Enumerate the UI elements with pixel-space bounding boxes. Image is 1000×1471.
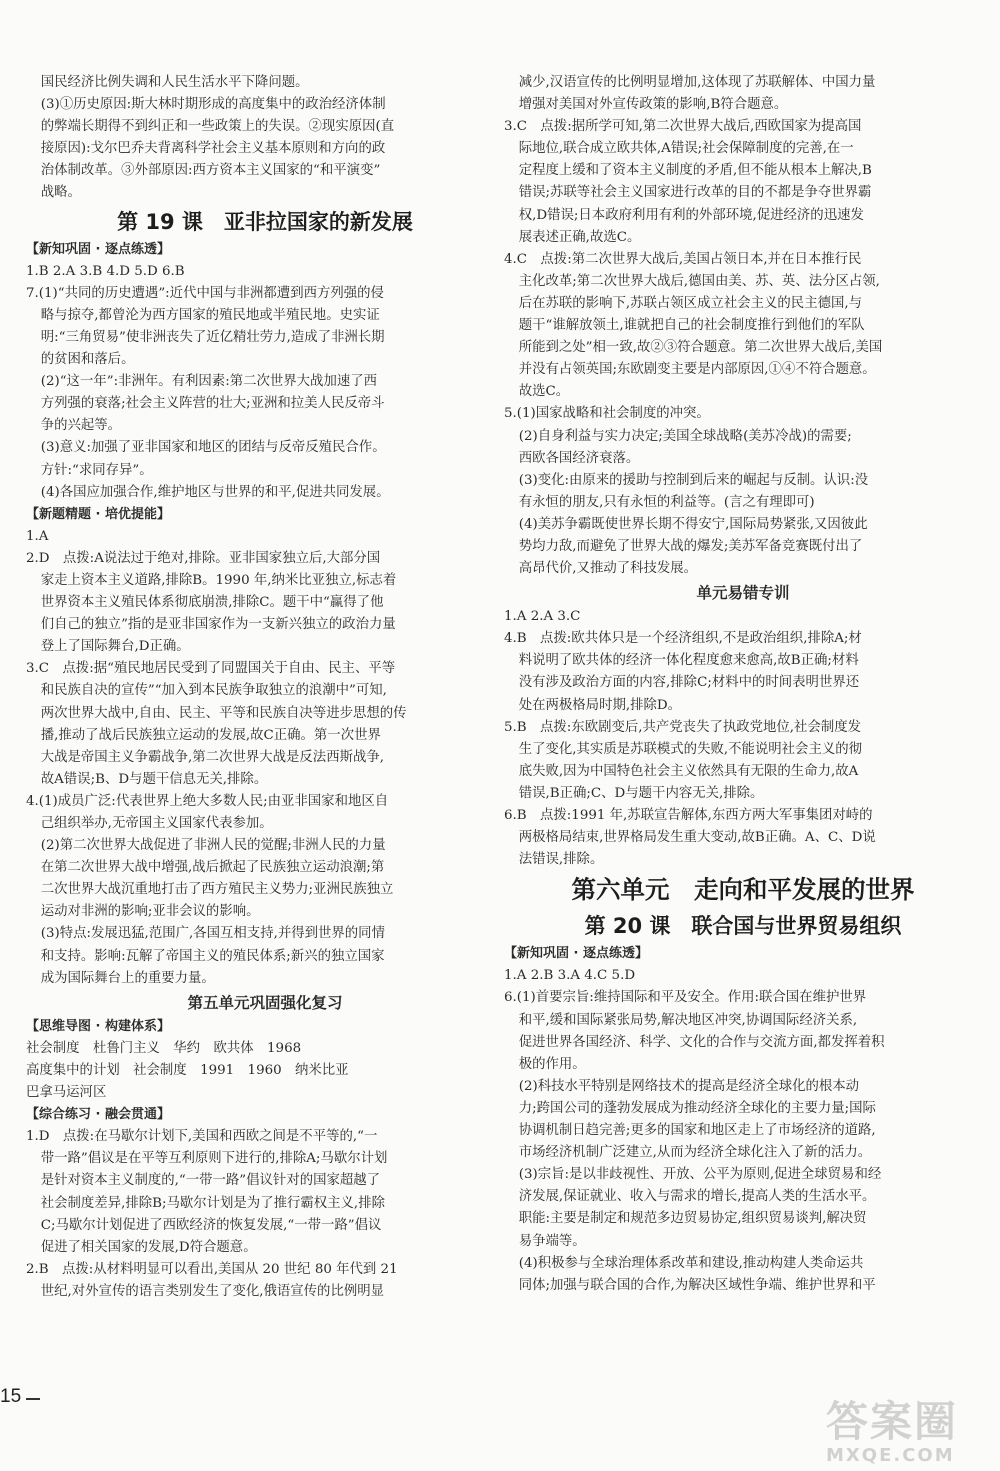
text-line: 二次世界大战沉重地打击了西方殖民主义势力;亚洲民族独立 [40, 882, 394, 898]
section-label: 【新知巩固 · 逐点练透】 [504, 946, 648, 962]
text-line: 1.A 2.A 3.C [504, 609, 581, 625]
text-line: 1.B 2.A 3.B 4.D 5.D 6.B [26, 263, 185, 279]
text-line: 社会制度差异,排除B;马歇尔计划是为了推行霸权主义,排除 [40, 1195, 385, 1211]
text-line: 定程度上缓和了资本主义制度的矛盾,但不能从根本上解决,B [518, 163, 872, 179]
text-line: (3)特点:发展迅猛,范围广,各国互相支持,并得到世界的同情 [40, 926, 385, 942]
section-label: 【新知巩固 · 逐点练透】 [26, 241, 170, 257]
text-line: (2)科技水平特别是网络技术的提高是经济全球化的根本动 [518, 1078, 860, 1094]
text-line: 两极格局结束,世界格局发生重大变动,故B正确。A、C、D说 [518, 830, 876, 846]
text-line: 市场经济机制广泛建立,从而为经济全球化注入了新的活力。 [518, 1145, 872, 1161]
text-line: (4)美苏争霸既使世界长期不得安宁,国际局势紧张,又因彼此 [518, 516, 868, 532]
text-line: 易争端等。 [518, 1233, 586, 1249]
text-line: 1.A [26, 528, 49, 544]
text-line: 并没有占领英国;东欧剧变主要是内部原因,①④不符合题意。 [518, 362, 876, 378]
text-line: 势均力敌,而避免了世界大战的爆发;美苏军备竞赛既付出了 [518, 538, 863, 554]
text-line: (2)“这一年”:非洲年。有利因素:第二次世界大战加速了西 [40, 374, 378, 390]
text-line: 故A错误;B、D与题干信息无关,排除。 [40, 771, 268, 787]
text-line: 同体;加强与联合国的合作,为解决区域性争端、维护世界和平 [518, 1277, 876, 1293]
text-line: 力;跨国公司的蓬勃发展成为推动经济全球化的主要力量;国际 [518, 1100, 876, 1116]
text-line: 际地位,联合成立欧共体,A错误;社会保障制度的完善,在一 [518, 141, 854, 157]
text-line: 减少,汉语宣传的比例明显增加,这体现了苏联解体、中国力量 [518, 75, 876, 90]
text-line: 世界资本主义殖民体系彻底崩溃,排除C。题干中“赢得了他 [40, 595, 384, 611]
text-line: 济发展,保证就业、收入与需求的增长,提高人类的生活水平。 [518, 1189, 876, 1205]
text-line: 大战是帝国主义争霸战争,第二次世界大战是反法西斯战争, [40, 749, 385, 765]
text-line: 国民经济比例失调和人民生活水平下降问题。 [40, 75, 309, 90]
text-line: 4.(1)成员广泛:代表世界上绝大多数人民;由亚非国家和地区自 [26, 793, 389, 809]
section-title: 单元易错专训 [696, 584, 790, 603]
text-line: 争的兴起等。 [40, 418, 122, 434]
text-line: 4.C 点拨:第二次世界大战后,美国占领日本,并在日本推行民 [504, 251, 862, 267]
text-line: 成为国际舞台上的重要力量。 [40, 970, 215, 986]
text-line: 题干“谁解放领土,谁就把自己的社会制度推行到他们的军队 [518, 318, 865, 334]
text-line: 没有涉及政治方面的内容,排除C;材料中的时间表明世界还 [518, 675, 860, 691]
text-line: 极的作用。 [518, 1056, 586, 1072]
text-line: 巴拿马运河区 [26, 1085, 107, 1101]
section-label: 【综合练习 · 融会贯通】 [26, 1107, 170, 1123]
text-line: 5.(1)国家战略和社会制度的冲突。 [504, 406, 710, 422]
section-title: 第五单元巩固强化复习 [187, 993, 343, 1012]
text-line: 故选C。 [518, 384, 570, 400]
text-line: (2)第二次世界大战促进了非洲人民的觉醒;非洲人民的力量 [40, 838, 386, 854]
text-line: 权,D错误;日本政府利用有利的外部环境,促进经济的迅速发 [518, 207, 864, 223]
text-line: 和民族自决的宣传”“加入到本民族争取独立的浪潮中”可知, [40, 683, 387, 699]
text-line: 增强对美国对外宣传政策的影响,B符合题意。 [518, 97, 788, 113]
right-column [504, 72, 982, 1297]
text-line: 登上了国际舞台,D正确。 [40, 639, 190, 655]
text-line: 4.B 点拨:欧共体只是一个经济组织,不是政治组织,排除A;材 [504, 631, 862, 647]
text-line: 的弊端长期得不到纠正和一些政策上的失误。②现实原因(直 [40, 119, 395, 135]
text-line: 西欧各国经济衰落。 [518, 450, 640, 466]
left-column [26, 72, 504, 1303]
text-line: C;马歇尔计划促进了西欧经济的恢复发展,“一带一路”倡议 [40, 1217, 382, 1233]
text-line: 1.A 2.B 3.A 4.C 5.D [504, 968, 636, 984]
text-line: 有永恒的朋友,只有永恒的利益等。(言之有理即可) [518, 494, 815, 510]
text-line: (2)自身利益与实力决定;美国全球战略(美苏冷战)的需要; [518, 428, 852, 444]
text-line: (3)宗旨:是以非歧视性、开放、公平为原则,促进全球贸易和经 [518, 1167, 882, 1183]
text-line: 1.D 点拨:在马歇尔计划下,美国和西欧之间是不平等的,“一 [26, 1129, 378, 1145]
text-line: 高度集中的计划 社会制度 1991 1960 纳米比亚 [26, 1062, 349, 1078]
text-line: 的贫困和落后。 [40, 352, 135, 368]
text-line: 带一路”倡议是在平等互利原则下进行的,排除A;马歇尔计划 [40, 1151, 388, 1167]
text-line: 们自己的独立”指的是亚非国家作为一支新兴独立的政治力量 [40, 617, 396, 633]
text-line: 法错误,排除。 [518, 852, 604, 868]
page-number: 15 [0, 1386, 22, 1407]
section-label: 【思维导图 · 构建体系】 [26, 1018, 170, 1034]
text-line: 战略。 [40, 185, 81, 201]
text-line: 社会制度 杜鲁门主义 华约 欧共体 1968 [26, 1040, 302, 1056]
text-line: 2.D 点拨:A说法过于绝对,排除。亚非国家独立后,大部分国 [26, 550, 381, 566]
watermark-logo [826, 1398, 976, 1468]
text-line: 6.(1)首要宗旨:维持国际和平及安全。作用:联合国在维护世界 [504, 990, 867, 1006]
text-line: 后在苏联的影响下,苏联占领区成立社会主义的民主德国,与 [518, 295, 863, 311]
text-line: 处在两极格局时期,排除D。 [518, 697, 682, 713]
text-line: 3.C 点拨:据所学可知,第二次世界大战后,西欧国家为提高国 [504, 119, 862, 135]
text-line: 错误,B正确;C、D与题干内容无关,排除。 [518, 785, 764, 801]
text-line: 方针:“求同存异”。 [40, 462, 153, 478]
text-line: 主化改革;第二次世界大战后,德国由美、苏、英、法分区占领, [518, 273, 880, 289]
text-line: 协调机制日趋完善;更多的国家和地区走上了市场经济的道路, [518, 1123, 876, 1139]
section-label: 【新题精题 · 培优提能】 [26, 506, 170, 522]
text-line: 错误;苏联等社会主义国家进行改革的目的不都是争夺世界霸 [518, 185, 872, 201]
text-line: (3)变化:由原来的援助与控制到后来的崛起与反制。认识:没 [518, 472, 869, 488]
text-line: 接原因):戈尔巴乔夫背离科学社会主义基本原则和方向的政 [40, 141, 386, 157]
text-line: 明:“三角贸易”使非洲丧失了近亿精壮劳力,造成了非洲长期 [40, 329, 385, 345]
text-line: (4)各国应加强合作,维护地区与世界的和平,促进共同发展。 [40, 484, 390, 500]
lesson-title: 第 19 课 亚非拉国家的新发展 [117, 209, 413, 234]
text-line: 两次世界大战中,自由、民主、平等和民族自决等进步思想的传 [40, 705, 407, 721]
page-number-dash [26, 1398, 40, 1400]
text-line: 己组织举办,无帝国主义国家代表参加。 [40, 816, 273, 831]
text-line: 料说明了欧共体的经济一体化程度愈来愈高,故B正确;材料 [518, 653, 859, 669]
text-line: 职能:主要是制定和规范多边贸易协定,组织贸易谈判,解决贸 [518, 1211, 867, 1227]
text-line: 在第二次世界大战中增强,战后掀起了民族独立运动浪潮;第 [40, 860, 385, 876]
text-line: 生了变化,其实质是苏联模式的失败,不能说明社会主义的彻 [518, 741, 863, 757]
text-line: 家走上资本主义道路,排除B。1990 年,纳米比亚独立,标志着 [40, 572, 397, 588]
text-line: 世纪,对外宣传的语言类别发生了变化,俄语宣传的比例明显 [40, 1283, 385, 1299]
text-line: 底失败,因为中国特色社会主义依然具有无限的生命力,故A [518, 763, 859, 779]
text-line: 2.B 点拨:从材料明显可以看出,美国从 20 世纪 80 年代到 21 [26, 1261, 398, 1277]
text-line: 是针对资本主义制度的,“一带一路”倡议针对的国家超越了 [40, 1173, 381, 1189]
text-line: 3.C 点拨:据“殖民地居民受到了同盟国关于自由、民主、平等 [26, 661, 396, 677]
unit-title: 第六单元 走向和平发展的世界 [571, 875, 915, 905]
text-line: 运动对非洲的影响;亚非会议的影响。 [40, 904, 260, 920]
text-line: 所能到之处”相一致,故②③符合题意。第二次世界大战后,美国 [518, 340, 883, 356]
text-line: 治体制改革。③外部原因:西方资本主义国家的“和平演变” [40, 163, 381, 179]
watermark-site: MXQE.COM [826, 1445, 955, 1466]
text-line: 7.(1)“共同的历史遭遇”:近代中国与非洲都遭到西方列强的侵 [26, 285, 384, 301]
lesson-title: 第 20 课 联合国与世界贸易组织 [584, 914, 902, 939]
text-line: 5.B 点拨:东欧剧变后,共产党丧失了执政党地位,社会制度发 [504, 719, 862, 735]
text-line: 和支持。影响:瓦解了帝国主义的殖民体系;新兴的独立国家 [40, 948, 385, 964]
text-line: 和平,缓和国际紧张局势,解决地区冲突,协调国际经济关系, [518, 1012, 858, 1028]
text-line: 播,推动了战后民族独立运动的发展,故C正确。第一次世界 [40, 727, 381, 743]
text-line: 促进了相关国家的发展,D符合题意。 [40, 1239, 257, 1255]
text-line: (3)意义:加强了亚非国家和地区的团结与反帝反殖民合作。 [40, 440, 386, 456]
text-line: (3)①历史原因:斯大林时期形成的高度集中的政治经济体制 [40, 97, 386, 113]
watermark-title: 答案圈 [826, 1397, 959, 1446]
text-line: 方列强的衰落;社会主义阵营的壮大;亚洲和拉美人民反帝斗 [40, 396, 385, 412]
text-line: 高昂代价,又推动了科技发展。 [518, 561, 698, 577]
text-line: 促进世界各国经济、科学、文化的合作与交流方面,都发挥着积 [518, 1034, 885, 1050]
text-line: 略与掠夺,都曾沦为西方国家的殖民地或半殖民地。史实证 [40, 307, 380, 323]
text-line: 6.B 点拨:1991 年,苏联宣告解体,东西方两大军事集团对峙的 [504, 808, 873, 823]
text-line: 展表述正确,故选C。 [518, 229, 641, 245]
text-line: (4)积极参与全球治理体系改革和建设,推动构建人类命运共 [518, 1255, 864, 1271]
